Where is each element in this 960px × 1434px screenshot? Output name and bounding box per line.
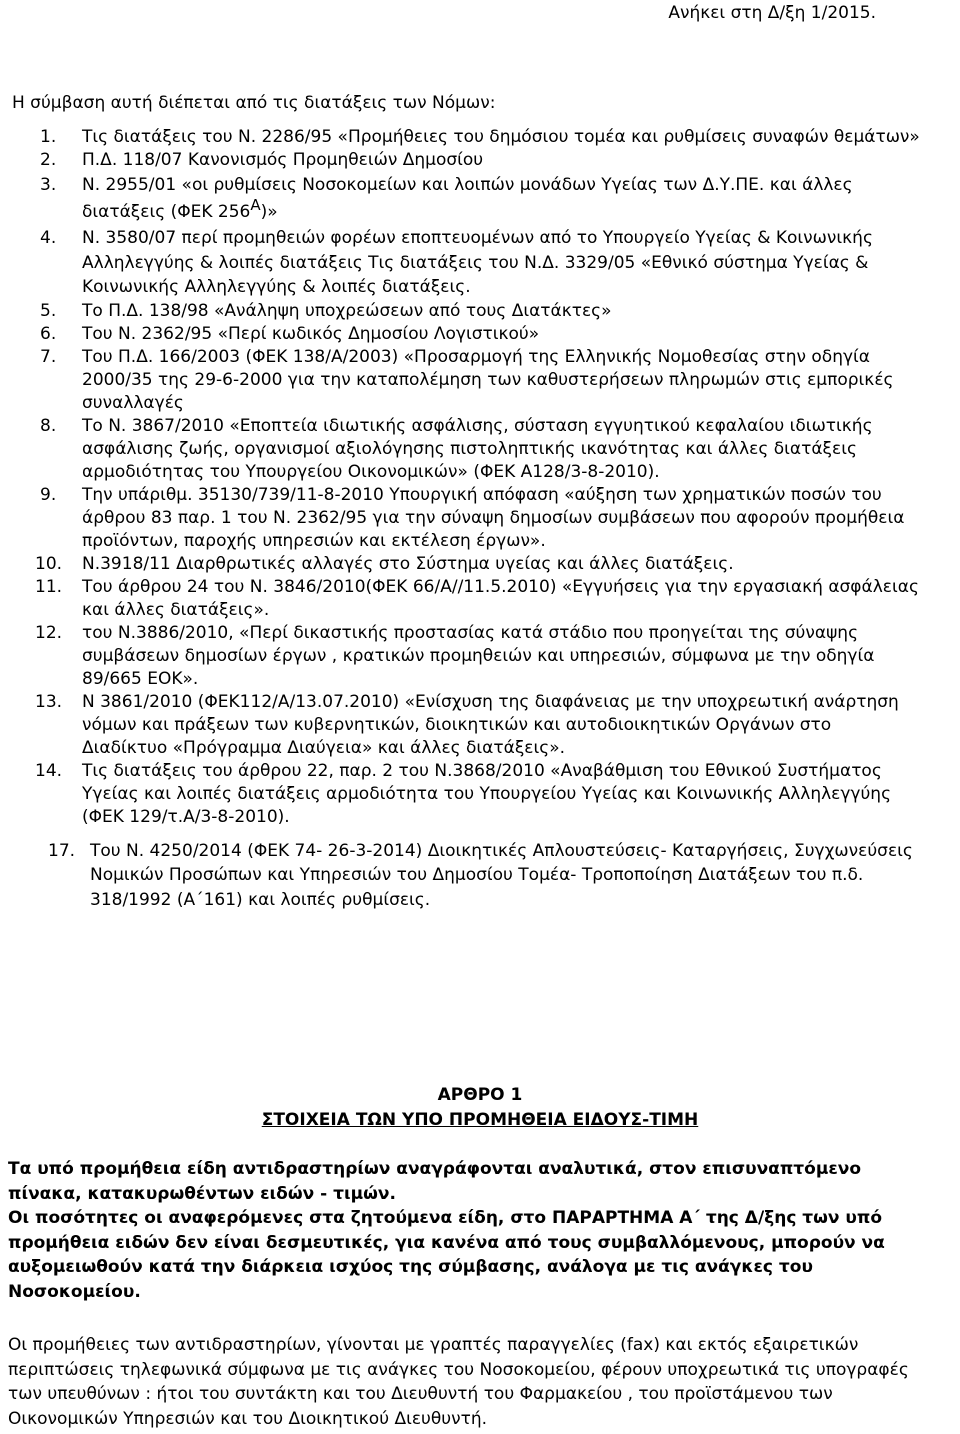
list-item <box>0 323 960 346</box>
list-text: Το Ν. 3867/2010 «Εποπτεία ιδιωτικής ασφάλισης, σύσταση εγγυητικού κεφαλαίου ιδιωτικής ασφάλισης ζωής, οργανισμοί αξιολόγησης πιστοληπτικής ικανότητας και άλλες διατάξεις αρμοδιότητας του Υπουργείου Οικονομικών» (ΦΕΚ Α128/3-8-2010). <box>82 415 873 482</box>
list-text: Ν 3861/2010 (ΦΕΚ112/Α/13.07.2010) «Ενίσχυση της διαφάνειας με την υποχρεωτική ανάρτηση νόμων και πράξεων των κυβερνητικών, διοικητικών και αυτοδιοικητικών Οργάνων στο Διαδίκτυο «Πρόγραμμα Διαύγεια» και άλλες διατάξεις». <box>82 691 899 758</box>
list-number: 9. <box>40 484 57 505</box>
list-text-tail: )» <box>260 202 278 222</box>
list-number: 11. <box>35 576 63 597</box>
article-heading-block <box>0 1083 960 1133</box>
list-number: 13. <box>35 691 63 712</box>
bold-paragraph: Οι ποσότητες οι αναφερόμενες στα ζητούμενα είδη, στο ΠΑΡΑΡΤΗΜΑ Α΄ της Δ/ξης των υπό προμήθεια ειδών δεν είναι δεσμευτικές, για κανένα από τους συμβαλλόμενους, μπορούν να αυξομειωθούν κατά την διάρκεια ισχύος της σύμβασης, ανάλογα με τις ανάγκες του Νοσοκομείου. <box>8 1208 885 1302</box>
header-note: Ανήκει στη Δ/ξη 1/2015. <box>668 3 876 23</box>
list-number: 8. <box>40 415 57 436</box>
list-item <box>0 839 960 913</box>
list-number: 4. <box>40 228 57 248</box>
bold-paragraph: Τα υπό προμήθεια είδη αντιδραστηρίων αναγράφονται αναλυτικά, στον επισυναπτόμενο πίνακα, κατακυρωθέντων ειδών - τιμών. <box>8 1159 862 1204</box>
list-item <box>0 149 960 172</box>
list-text: του Ν.3886/2010, «Περί δικαστικής προστασίας κατά στάδιο που προηγείται της σύναψης συμβάσεων δημοσίων έργων , κρατικών προμηθειών και υπηρεσιών, σύμφωνα με την οδηγία 89/665 ΕΟΚ». <box>82 622 875 689</box>
list-number: 17. <box>48 840 76 861</box>
list-item <box>0 576 960 622</box>
list-item <box>0 553 960 576</box>
bold-paragraphs <box>8 1157 938 1304</box>
list-item <box>0 484 960 553</box>
list-text: Του Ν. 2362/95 «Περί κωδικός Δημοσίου Λογιστικού» <box>82 323 540 344</box>
list-item <box>0 126 960 149</box>
list-number: 14. <box>35 760 63 781</box>
list-text: Ν. 2955/01 «οι ρυθμίσεις Νοσοκομείων και λοιπών μονάδων Υγείας των Δ.Υ.ΠΕ. και άλλες διατάξεις (ΦΕΚ 256 <box>82 175 853 222</box>
list-item <box>0 622 960 691</box>
list-number: 10. <box>35 553 63 574</box>
list-text: Το Π.Δ. 138/98 «Ανάληψη υποχρεώσεων από τους Διατάκτες» <box>82 300 612 321</box>
list-number: 2. <box>40 150 57 170</box>
article-title: ΑΡΘΡΟ 1 <box>437 1085 523 1105</box>
list-item <box>0 415 960 484</box>
list-text: Ν.3918/11 Διαρθρωτικές αλλαγές στο Σύστημα υγείας και άλλες διατάξεις. <box>82 553 734 574</box>
list-number: 1. <box>40 127 57 147</box>
list-item <box>0 300 960 323</box>
list-number: 12. <box>35 622 63 643</box>
list-number: 7. <box>40 346 57 367</box>
list-text: Την υπάριθμ. 35130/739/11-8-2010 Υπουργική απόφαση «αύξηση των χρηματικών ποσών του άρθρου 83 παρ. 1 του Ν. 2362/95 για την σύναψη δημοσίων συμβάσεων που αφορούν προμήθεια προϊόντων, παροχής υπηρεσιών και εκτέλεση έργων». <box>82 484 905 551</box>
list-text: Του Ν. 4250/2014 (ΦΕΚ 74- 26-3-2014) Διοικητικές Απλουστεύσεις- Καταργήσεις, Συγχωνεύσεις Νομικών Προσώπων και Υπηρεσιών του Δημοσίου Τομέα- Τροποποίηση Διατάξεων του π.δ. 318/1992 (Α΄161) και λοιπές ρυθμίσεις. <box>90 840 913 910</box>
list-number: 5. <box>40 300 57 321</box>
list-number: 3. <box>40 175 57 195</box>
list-text: Τις διατάξεις του Ν. 2286/95 «Προμήθειες του δημόσιου τομέα και ρυθμίσεις συναφών θεμάτων» <box>82 127 920 147</box>
list-text: Π.Δ. 118/07 Κανονισμός Προμηθειών Δημοσίου <box>82 150 484 170</box>
article-subtitle: ΣΤΟΙΧΕΙΑ ΤΩΝ ΥΠΟ ΠΡΟΜΗΘΕΙΑ ΕΙΔΟΥΣ-ΤΙΜΗ <box>261 1110 699 1130</box>
list-number: 6. <box>40 323 57 344</box>
list-text: Του Π.Δ. 166/2003 (ΦΕΚ 138/Α/2003) «Προσαρμογή της Ελληνικής Νομοθεσίας στην οδηγία 2000/35 της 29-6-2000 για την καταπολέμηση των καθυστερήσεων πληρωμών στις εμπορικές συναλλαγές <box>82 346 894 413</box>
intro-text: Η σύμβαση αυτή διέπεται από τις διατάξεις των Νόμων: <box>12 93 496 113</box>
list-item <box>0 346 960 415</box>
list-item <box>0 691 960 760</box>
final-paragraph: Οι προμήθειες των αντιδραστηρίων, γίνονται με γραπτές παραγγελίες (fax) και εκτός εξαιρετικών περιπτώσεις τηλεφωνικά σύμφωνα με τις ανάγκες του Νοσοκομείου, φέρουν υποχρεωτικά τις υπογραφές των υπευθύνων : ήτοι του συντάκτη και του Διευθυντή του Φαρμακείου , του προϊστάμενου των Οικονομικών Υπηρεσιών και του Διοικητικού Διευθυντή. <box>8 1335 909 1429</box>
list-text: Ν. 3580/07 περί προμηθειών φορέων εποπτευομένων από το Υπουργείο Υγείας & Κοινωνικής Αλληλεγγύης & λοιπές διατάξεις Τις διατάξεις του Ν.Δ. 3329/05 «Εθνικό σύστημα Υγείας & Κοινωνικής Αλληλεγγύης & λοιπές διατάξεις. <box>82 228 873 297</box>
law-list <box>0 126 960 912</box>
list-text: Του άρθρου 24 του Ν. 3846/2010(ΦΕΚ 66/Α//11.5.2010) «Εγγυήσεις για την εργασιακή ασφάλειας και άλλες διατάξεις». <box>82 576 919 620</box>
superscript: Α <box>250 196 261 214</box>
list-text: Τις διατάξεις του άρθρου 22, παρ. 2 του Ν.3868/2010 «Αναβάθμιση του Εθνικού Συστήματος Υγείας και λοιπές διατάξεις αρμοδιότητα του Υπουργείου Υγείας και Κοινωνικής Αλληλεγγύης (ΦΕΚ 129/τ.Α/3-8-2010). <box>82 760 892 827</box>
list-item <box>0 760 960 829</box>
list-item <box>0 226 960 300</box>
list-item <box>0 172 960 226</box>
